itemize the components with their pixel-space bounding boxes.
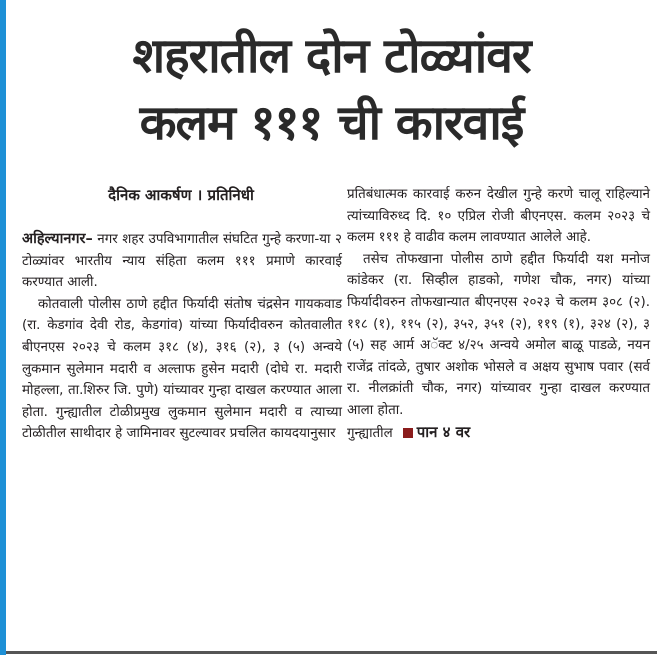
- continuation-line: [347, 422, 650, 445]
- headline-line-2: कलम १११ ची कारवाई: [139, 95, 524, 151]
- byline: दैनिक आकर्षण । प्रतिनिधी: [108, 186, 254, 204]
- continued-on-page-label: पान ४ वर: [416, 422, 471, 441]
- bottom-rule: [6, 651, 657, 654]
- article-column-left: [22, 229, 342, 445]
- paragraph-1-text: नगर शहर उपविभागातील संघटित गुन्हे करणा-या २ टोळ्यांवर भारतीय न्याय संहिता कलम १११ प्रमाणे कारवाई करण्यात आली.: [22, 232, 342, 291]
- square-marker-icon: [403, 428, 413, 438]
- paragraph-3: प्रतिबंधात्मक कारवाई करुन देखील गुन्हे करणे चालू राहिल्याने त्यांच्याविरुध्द दि. १० एप्रिल रोजी बीएनएस. कलम २०२३ चे कलम १११ हे वाढीव कलम लावण्यात आलेले आहे.: [347, 187, 650, 246]
- paragraph-1: [22, 229, 342, 294]
- continuation-word: गुन्ह्यातील: [347, 425, 393, 441]
- article-column-right: [347, 184, 650, 444]
- headline-line-1: शहरातील दोन टोळ्यांवर: [132, 28, 531, 84]
- paragraph-4: तसेच तोफखाना पोलीस ठाणे हद्दीत फिर्यादी यश मनोज कांडेकर (रा. सिव्हील हाडको, गणेश चौक, नगर) यांच्या फिर्यादीवरुन तोफखान्यात बीएनएस २०२३ चे कलम ३०८ (२). ११८ (१), ११५ (२), ३५२, ३५१ (२), ११९ (१), ३२४ (२), ३ (५) सह आर्म अॅक्ट ४/२५ अन्वये अमोल बाळू पाडळे, नयन राजेंद्र तांदळे, तुषार अशोक भोसले व अक्षय सुभाष पवार (सर्व रा. नीलक्रांती चौक, नगर) यांच्यावर गुन्हा दाखल करण्यात आला होता.: [347, 251, 650, 418]
- dateline: अहिल्यानगर–: [22, 231, 93, 247]
- paragraph-2: कोतवाली पोलीस ठाणे हद्दीत फिर्यादी संतोष चंद्रसेन गायकवाड (रा. केडगांव देवी रोड, केडगांव) यांच्या फिर्यादीवरुन कोतवालीत बीएनएस २०२३ चे कलम ३१८ (४), ३१६ (२), ३ (५) अन्वये लुकमान सुलेमान मदारी व अल्ताफ हुसेन मदारी (दोघे रा. मदारी मोहल्ला, ता.शिरुर जि. पुणे) यांच्यावर गुन्हा दाखल करण्यात आला होता. गुन्ह्यातील टोळीप्रमुख लुकमान सुलेमान मदारी व त्याच्या टोळीतील साथीदार हे जामिनावर सुटल्यावर प्रचलित कायदयानुसार: [22, 296, 342, 442]
